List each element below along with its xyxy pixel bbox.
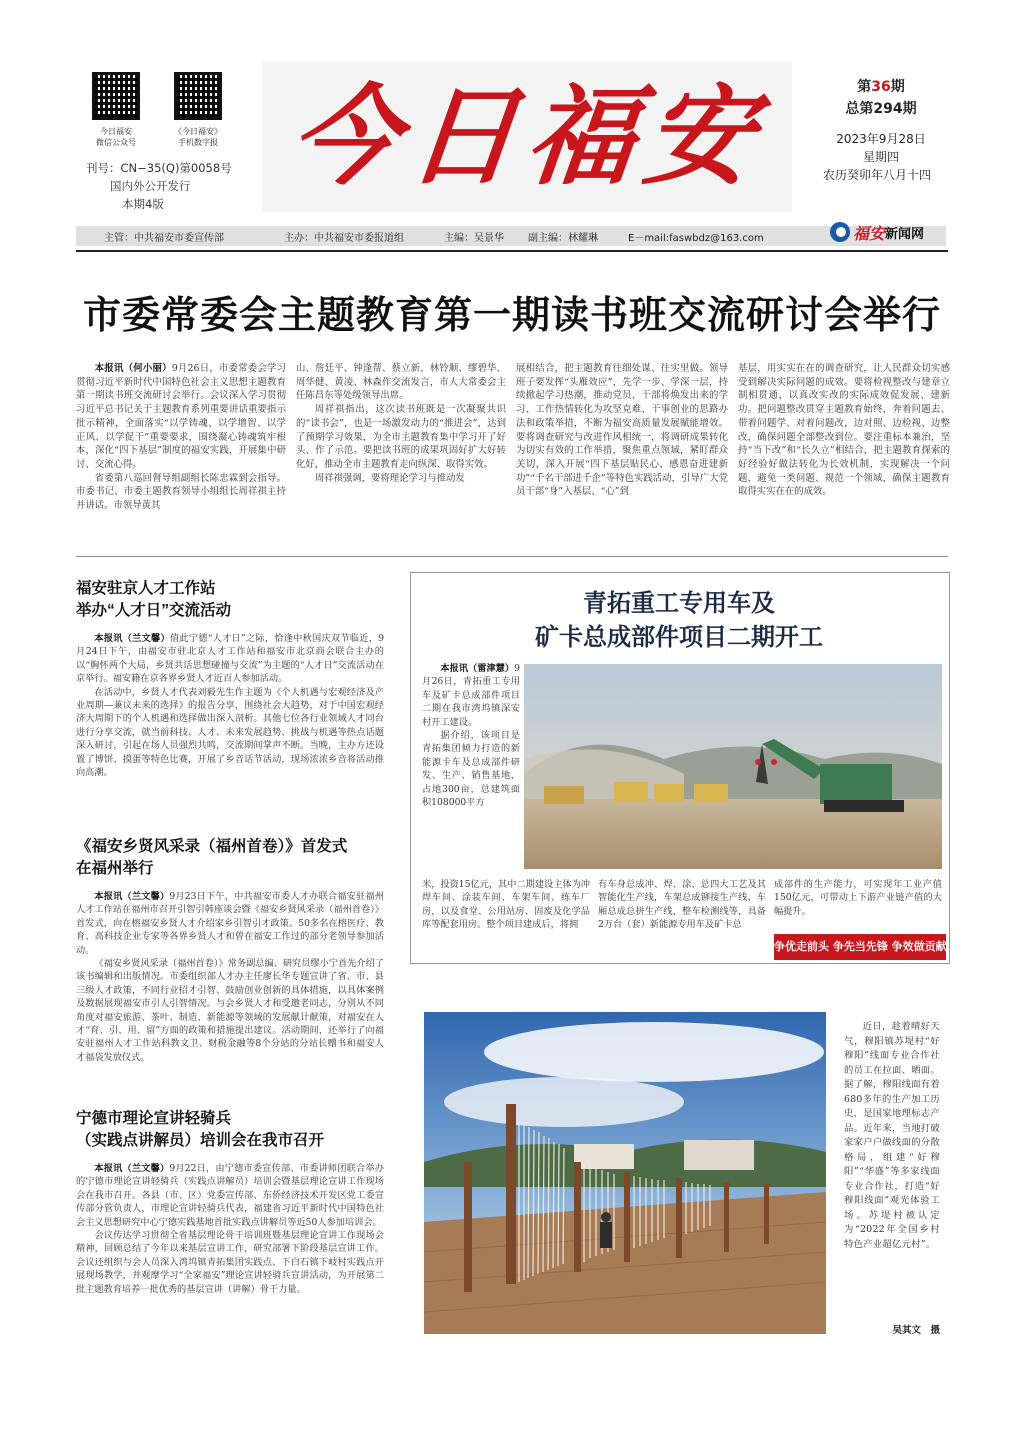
book-headline-line2: 在福州举行 [76, 860, 154, 877]
distribution-note: 国内外公开发行 [110, 179, 191, 193]
training-p2: 会议传达学习贯彻全省基层理论骨干培训班暨基层理论宣讲工作现场会精神，回顾总结了今年以来基层宣讲工作，研究部署下阶段基层宣讲工作。会议还组织与会人员深入湾坞镇青拓集团实践点、下白石镇下岐村实践点开展现场教学，并观摩学习“全家福安”理论宣讲轻骑兵宣讲活动，为开展第二批主题教育培养一批优秀的基层宣讲（讲解）骨干力量。 [76, 1230, 384, 1295]
truck-p1: 9月26日，青拓重工专用车及矿卡总成部件项目二期在我市湾坞镇深安村开工建设。 [422, 663, 520, 728]
lead-col-2 [296, 362, 506, 540]
lead-col1-p2: 省委第八巡回督导组副组长陈忠霖到会指导。市委书记、市委主题教育领导小组组长周祥祺主持并讲话。市领导黄其 [76, 472, 286, 512]
truck-headline-line2: 矿卡总成部件项目二期开工 [535, 622, 823, 651]
talent-body [76, 632, 384, 824]
newspaper-title-text: 今日福安 [284, 74, 770, 200]
deputy-editor-label: 副主编：林耀琳 [528, 232, 598, 244]
book-p1: 9月23日下午，中共福安市委人才办联合福安驻福州人才工作站在福州市召开引智引韩座谈会暨《福安乡贤风采录（福州首卷）》首发式，向在榕福安乡贤人才介绍家乡引智引才政策。50多名在榕医疗、教育、高科技企业专家等各界乡贤人才和曾在福安工作过的部分老领导参加活动。 [76, 891, 384, 956]
truck-headline-line1: 青拓重工专用车及 [583, 588, 775, 617]
truck-bottom-col-3 [774, 878, 942, 928]
talent-headline-line2: 举办“人才日”交流活动 [76, 602, 232, 619]
training-p1: 9月22日，由宁德市委宣传部、市委讲师团联合举办的宁德市理论宣讲轻骑兵（实践点讲解员）培训会暨基层理论宣讲工作现场会在我市召开。各县（市、区）党委宣传部、东侨经济技术开发区党工委宣传部分管负责人，市理论宣讲轻骑兵代表，福建省习近平新时代中国特色社会主义思想研究中心宁德实践基地首批实践点讲解员等近50人参加培训会。 [76, 1163, 384, 1228]
construction-photo[interactable] [524, 664, 942, 869]
site-logo-text: 福安 [853, 223, 886, 243]
training-body [76, 1162, 384, 1340]
lead-col2-p3: 周祥祺强调，要将理论学习与推动发 [314, 472, 465, 484]
epaper-qr-caption: 《今日福安》 手机数字报 [174, 127, 222, 147]
noodle-photo[interactable] [424, 1012, 826, 1334]
noodle-photo-caption: 近日，趁着晴好天气，穆阳镇苏堤村“好穆阳”线面专业合作社的员工在拉面、晒面。据了解，穆阳线面有着680多年的生产加工历史，是国家地理标志产品。近年来，当地打破家家户户做线面的分散格局，组建“好穆阳”“华盛”等多家线面专业合作社，打造“好穆阳线面”观光体验工场。苏堤村被认定为“2022年全国乡村特色产业超亿元村”。 [844, 1021, 940, 1250]
book-byline: 本报讯（兰文馨） [94, 891, 170, 902]
slogan-banner: 争优走前头 争先当先锋 争效做贡献 [774, 934, 946, 960]
book-headline-line1: 《福安乡贤风采录（福州首卷）》首发式 [76, 838, 348, 855]
book-body [76, 890, 384, 1096]
organizer-label: 主办：中共福安市委报道组 [284, 232, 404, 244]
news-site-logo[interactable] [830, 219, 924, 245]
lunar-date: 农历癸卯年八月十四 [822, 168, 931, 182]
wechat-qr-caption: 今日福安 微信公众号 [96, 127, 136, 147]
section-divider [76, 556, 948, 557]
publisher-info-bar [76, 226, 946, 246]
page-count: 本期4版 [122, 197, 164, 211]
truck-byline: 本报讯（雷津慧） [440, 663, 515, 674]
talent-p2: 在活动中，乡贤人才代表刘毅先生作主题为《个人机遇与宏观经济及产业周期—兼议未来的选择》的报告分享，围绕社会大趋势，对于中国宏观经济大周期下的个人机遇和选择做出深入剖析。其他七位各行业领域人才同台进行分享交流，就当前科技、人才、未来发展趋势、挑战与机遇等热点话题深入研讨，引起在场人员强烈共鸣，交流期间掌声不断。当晚，主办方还设置了博饼、摸蛋等特色比赛，开展了乡音话节活动，现场浓浓乡音将活动推向高潮。 [76, 686, 384, 779]
lead-col-4 [738, 362, 950, 540]
truck-bottom-col2-text: 有车身总成冲、焊、涂、总四大工艺及其智能化生产线，车架总成铆接生产线、车厢总成总拼生产线，整车检测线等，具备2万台（套）新能源专用车及矿卡总 [598, 879, 766, 931]
talent-headline [76, 578, 396, 622]
training-headline-line1: 宁德市理论宣讲轻骑兵 [76, 1110, 232, 1127]
training-headline [76, 1108, 396, 1152]
issue-number: 36 [871, 79, 891, 95]
epaper-qr-code[interactable] [174, 72, 222, 120]
site-swirl-icon [830, 222, 850, 242]
lead-col3-p1: 展相结合，把主题教育往细处谋、往实里做。领导班子要发挥“头雁效应”，先学一步、学深一层，持续掀起学习热潮，推动党员、干部将焕发出来的学习、工作热情转化为攻坚克难、干事创业的思路办法和政策举措，不断为福安高质量发展赋能增效。要将调查研究与改进作风相统一，将调研成果转化为切实有效的工作举措，聚焦重点领域，紧盯群众关切，深入开展“四下基层贴民心、感恩奋进建新功”“千名干部进千企”等特色实践活动，引导广大党员干部“身”入基层、“心”到 [516, 363, 728, 498]
issue-label-pre: 第 [857, 79, 872, 95]
chief-editor-label: 主编：吴景华 [444, 232, 504, 244]
book-headline [76, 836, 396, 880]
truck-bottom-col1-text: 米，投资15亿元，其中二期建设主体为冲焊车间、涂装车间、车架车间、练车厂房，以及食堂、公用站房、固废及化学品库等配套用房。整个项目建成后，将拥 [422, 879, 590, 931]
book-p2: 《福安乡贤风采录（福州首卷）》常务副总编、研究员缪小宁首先介绍了该书编辑和出版情况。市委组织部人才办主任廖长华专题宣讲了省、市、县三级人才政策，不同行业招才引智、鼓励创业创新的具体措施，以具体案例及数据展现福安市引人引智情况。与会乡贤人才和受邀老同志，分别从不同角度对福安旅游、茶叶、制造、新能源等领域的发展献计献策，对福安在人才“育、引、用、留”方面的政策和措施提出建议。活动期间，还举行了向福安驻福州人才工作站科教文卫、财税金融等8个分站的分站长赠书和福安人才福袋发放仪式。 [76, 958, 384, 1063]
talent-p1: 值此宁德“人才日”之际，恰逢中秋国庆双节临近，9月24日下午，由福安市驻北京人才工作站和福安市北京商会联合主办的以“胸怀两个大局，乡贤共话思想碰撞与交流”为主题的“人才日”交流活动在京举行。福安籍在京各界乡贤人才近百人参加活动。 [76, 633, 384, 685]
issue-label-post: 期 [890, 79, 905, 95]
lead-headline: 市委常委会主题教育第一期读书班交流研讨会举行 [82, 295, 941, 337]
lead-col1-p1: 9月26日，市委常委会学习贯彻习近平新时代中国特色社会主义思想主题教育第一期读书班交流研讨会举行。会议深入学习贯彻习近平总书记关于主题教育系列重要讲话重要指示批示精神，全面落实“以学铸魂、以学增智、以学正风、以学促干”重要要求，围绕凝心铸魂筑牢根本，深化“四下基层”制度的福安实践，开展集中研讨、交流心得。 [76, 363, 286, 470]
wechat-qr-code[interactable] [92, 72, 140, 120]
truck-bottom-col3-text: 成部件的生产能力，可实现年工业产值150亿元，可带动上下游产业链产值的大幅提升。 [774, 879, 942, 917]
publish-date: 2023年9月28日 [836, 132, 926, 146]
registration-number: 刊号：CN−35(Q)第0058号 [86, 161, 232, 175]
lead-byline: 本报讯（何小丽） [94, 363, 172, 374]
total-issue: 总第294期 [845, 101, 917, 117]
photo-credit: 吴其文 摄 [892, 1325, 940, 1336]
lead-col4-p1: 基层，用实实在在的调查研究，让人民群众切实感受到解决实际问题的成效。要将检视整改与建章立制相贯通，以真改实改的实际成效促发展、建新功。把问题整改贯穿主题教育始终，奔着问题去、带着问题学、对着问题改，边对照、边检视、边整改，确保问题全部整改到位。要注重标本兼治，坚持“当下改”和“长久立”相结合，把主题教育探索的好经验好做法转化为长效机制，实现解决一个问题、避免一类问题、规范一个领域，确保主题教育取得实实在在的成效。 [738, 363, 950, 498]
construction-photo-svg [524, 664, 942, 869]
issue-info [822, 76, 936, 184]
masthead [0, 0, 1024, 250]
lead-col-3 [516, 362, 728, 540]
truck-headline [410, 586, 948, 654]
lead-col-1 [76, 362, 286, 540]
email-link[interactable]: E－mail:faswbdz@163.com [628, 232, 764, 244]
truck-left-col [422, 662, 520, 876]
truck-bottom-col-1 [422, 878, 590, 958]
training-byline: 本报讯（兰文馨） [94, 1163, 170, 1174]
noodle-photo-svg [424, 1012, 826, 1334]
masthead-rule [76, 250, 948, 252]
talent-byline: 本报讯（兰文馨） [94, 633, 170, 644]
site-name: 新闻网 [885, 226, 925, 242]
lead-col2-p1: 山、詹廷平、钟逢帮、蔡立新、林铃顺、缪碧华、周华健、黄凌、林森作交流发言，市人大常委会主任陈昌东等处级领导出席。 [296, 363, 506, 402]
sponsor-label: 主管：中共福安市委宣传部 [104, 232, 224, 244]
lead-col2-p2: 周祥祺指出，这次读书班既是一次凝聚共识的“读书会”，也是一场激发动力的“推进会”，达到了预期学习效果，为全市主题教育集中学习开了好头、作了示范。要把读书班的成果巩固好扩大好转化好，推动全市主题教育走向纵深、取得实效。 [296, 404, 506, 470]
newspaper-title [262, 62, 792, 212]
truck-p2: 据介绍，该项目是青拓集团倾力打造的新能源卡车及总成部件研发、生产、销售基地，占地300亩，总建筑面积108000平方 [422, 730, 520, 809]
training-headline-line2: （实践点讲解员）培训会在我市召开 [76, 1132, 325, 1149]
truck-bottom-col-2 [598, 878, 766, 958]
publish-weekday: 星期四 [862, 150, 899, 164]
talent-headline-line1: 福安驻京人才工作站 [76, 580, 216, 597]
